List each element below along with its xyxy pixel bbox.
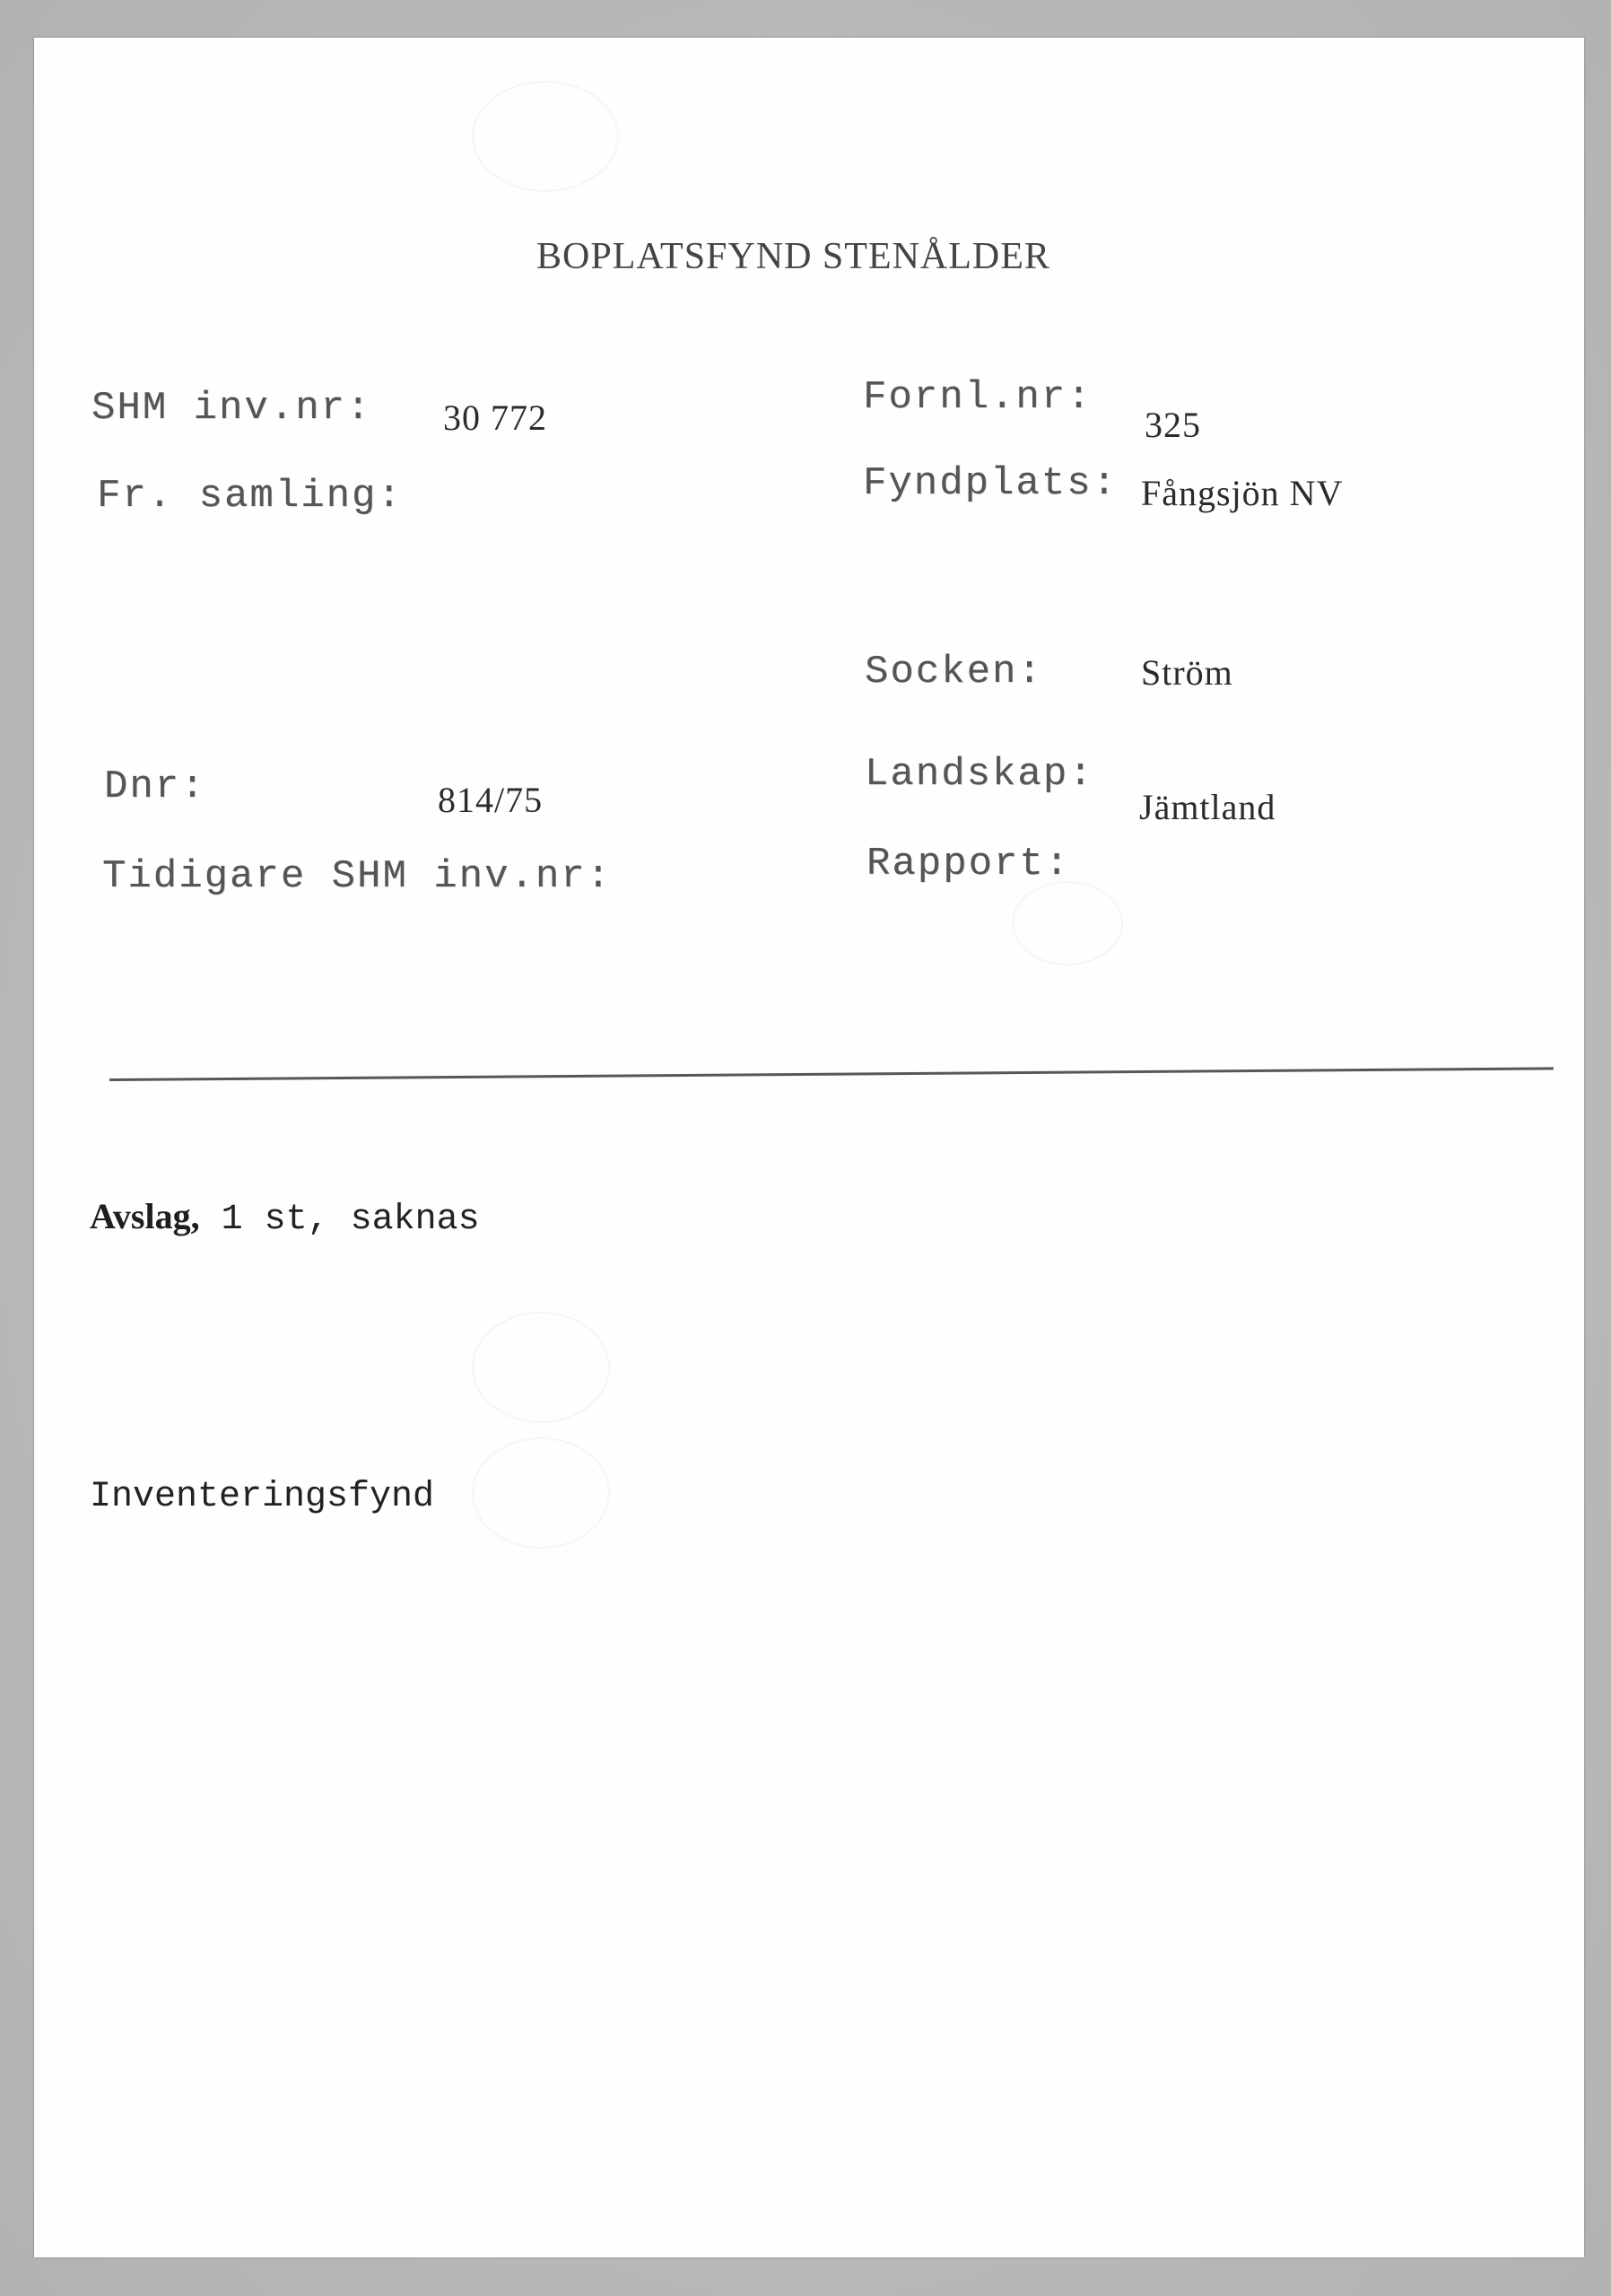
description-item-name: Avslag,	[90, 1196, 200, 1236]
socken-label: Socken:	[865, 650, 1043, 694]
socken-value: Ström	[1141, 652, 1233, 693]
fr-samling-label: Fr. samling:	[97, 474, 403, 519]
find-type-note: Inventeringsfynd	[90, 1477, 435, 1517]
card-title: BOPLATSFYND STENÅLDER	[536, 236, 1050, 277]
fornl-label: Fornl.nr:	[863, 375, 1093, 420]
show-through-mark	[472, 1312, 610, 1423]
fyndplats-label: Fyndplats:	[863, 461, 1119, 506]
landskap-value: Jämtland	[1139, 787, 1276, 827]
show-through-mark	[472, 81, 619, 192]
description-line	[90, 1195, 480, 1240]
dnr-value: 814/75	[438, 780, 544, 820]
show-through-mark	[1012, 881, 1123, 965]
show-through-mark	[472, 1437, 610, 1549]
dnr-label: Dnr:	[104, 764, 206, 809]
fornl-value: 325	[1145, 405, 1201, 445]
description-item-details: 1 st, saknas	[199, 1200, 480, 1240]
rapport-label: Rapport:	[866, 842, 1071, 886]
divider-line	[109, 1067, 1554, 1081]
shm-inv-label: SHM inv.nr:	[91, 386, 372, 431]
fyndplats-value: Fångsjön NV	[1141, 473, 1344, 513]
landskap-label: Landskap:	[865, 752, 1094, 797]
tidigare-shm-label: Tidigare SHM inv.nr:	[102, 854, 613, 899]
shm-inv-value: 30 772	[443, 397, 547, 438]
catalog-card	[34, 38, 1584, 2257]
